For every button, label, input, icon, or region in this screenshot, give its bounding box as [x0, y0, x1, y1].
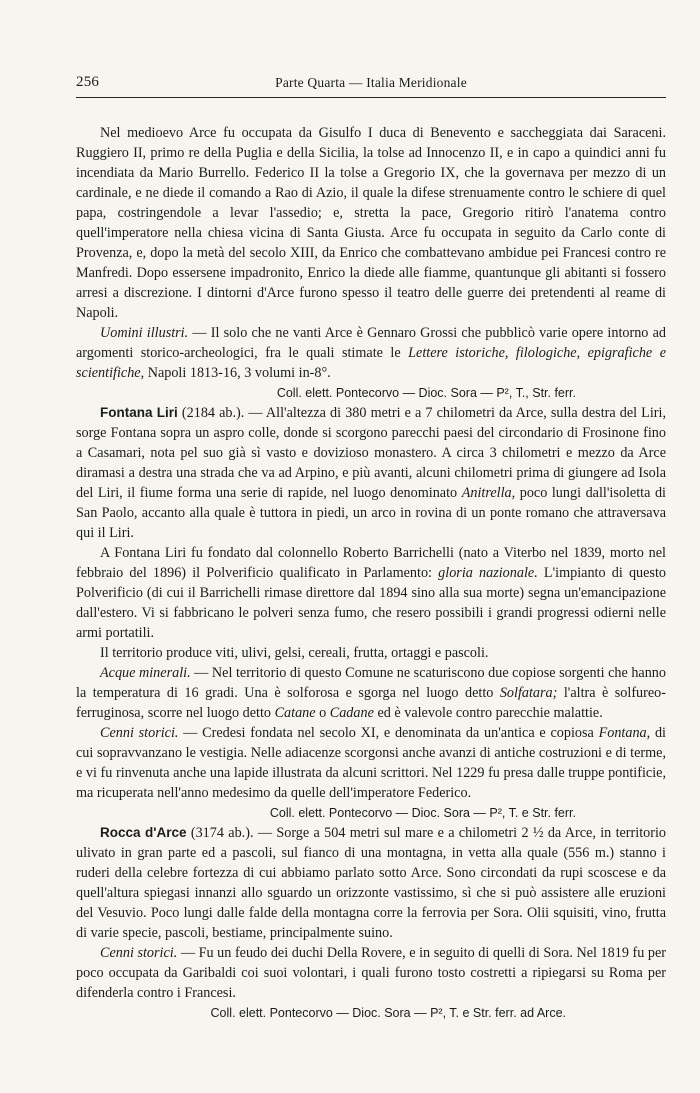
- arce-uomini-paragraph: [76, 323, 666, 383]
- cenni-text-2: di cui sopravvanzano le vestigia. Nelle adiacenze scorgonsi anche avanzi di antiche costruzioni e di terme, e vi fu rinvenuta anche una lapide illustrata da alcuni scrittori. Nel 1229 fu presa dalle truppe pontificie, ma ricuperata nell'anno medesimo da quelle dell'imperatore Federico.: [76, 725, 666, 801]
- rocca-cenni-paragraph: [76, 943, 666, 1003]
- running-title: Parte Quarta — Italia Meridionale: [275, 75, 467, 90]
- fontana-acque-paragraph: [76, 663, 666, 723]
- acque-o: o: [315, 705, 330, 721]
- cadane-name: Cadane: [329, 705, 374, 721]
- arce-history-paragraph: Nel medioevo Arce fu occupata da Gisulfo I duca di Benevento e saccheggiata dai Saraceni. Ruggiero II, primo re della Puglia e della Sicilia, la tolse ad Innocenzo II, e in capo a quindici anni fu incendiata da Mario Burrello. Federico II la tolse a Gregorio IX, che la governava per mezzo di un cardinale, e ne diede il comando a Rao di Azio, il quale la difese strenuamente contro le schiere di quel papa, costringendole a levar l'assedio; e, stretta la pace, Gregorio ritirò l'anatema contro quell'imperatore nella chiesa vicina di Santa Giusta. Arce fu occupata in seguito da Carlo conte di Provenza, e, dopo la metà del secolo XIII, da Enrico che combattevano ambidue pei Francesi contro re Manfredi. Dopo essersene impadronito, Enrico la diede alle fiamme, quantunque gli abitanti si fossero arresi a discrezione. I dintorni d'Arce furono spesso il teatro delle guerre dei pretendenti al reame di Napoli.: [76, 125, 666, 321]
- fontana-italic: Fontana,: [598, 725, 651, 741]
- rocca-darce-entry: [76, 823, 666, 943]
- cenni-storici-label: Cenni storici.: [100, 725, 179, 741]
- fontana-text-2: poco lungi dall'isoletta di San Paolo, accanto alla quale è tuttora in piedi, un arco in rovina di un ponte romano che attraversava qui il Liri.: [76, 485, 666, 541]
- rocca-cenni-storici-label: Cenni storici.: [100, 945, 178, 961]
- uomini-text-2: Napoli 1813-16, 3 volumi in-8°.: [144, 365, 331, 381]
- anitrella-name: Anitrella,: [461, 485, 516, 501]
- main-text: [76, 123, 666, 1023]
- acque-text-2: l'altra è solfureo-ferruginosa, scorre nel luogo detto: [76, 685, 666, 721]
- acque-text-1: — Nel territorio di questo Comune ne scaturiscono due copiose sorgenti che hanno la temperatura di 16 gradi. Una è solforosa e sgorga nel luogo detto: [76, 665, 666, 701]
- acque-text-3: ed è valevole contro parecchie malattie.: [373, 705, 603, 721]
- fontana-liri-entry: [76, 403, 666, 543]
- rocca-text: (3174 ab.). — Sorge a 504 metri sul mare e a chilometri 2 ½ da Arce, in territorio ulivato in gran parte ed a pascoli, sul fianco di una montagna, in vetta alla quale (556 m.) stanno i ruderi della celebre fortezza di cui abbiamo parlato sotto Arce. Sono circondati da rupi scoscese e da quell'altura spiegasi innanzi allo sguardo un orizzonte vastissimo, sì che si può assistere alle eruzioni del Vesuvio. Poco lungi dalle falde della montagna corre la ferrovia per Sora. Olii squisiti, vino, frutta di varie specie, pascoli, bestiame, principalmente suino.: [76, 825, 666, 941]
- rocca-coll-line: Coll. elett. Pontecorvo — Dioc. Sora — P², T. e Str. ferr. ad Arce.: [210, 1006, 566, 1020]
- catane-name: Catane: [274, 705, 316, 721]
- gloria-nazionale: gloria nazionale.: [438, 565, 538, 581]
- page-number: 256: [76, 74, 100, 90]
- fontana-coll-line: Coll. elett. Pontecorvo — Dioc. Sora — P², T. e Str. ferr.: [269, 806, 576, 820]
- solfatara-name: Solfatara;: [499, 685, 558, 701]
- lettere-istoriche-title: Lettere istoriche, filologiche, epigrafiche e scientifiche,: [76, 345, 666, 381]
- fontana-text-1: (2184 ab.). — All'altezza di 380 metri e a 7 chilometri da Arce, sulla destra del Liri, sorge Fontana sopra un aspro colle, donde si scorgono parecchi paesi del circondario di Frosinone fino a Casamari, nota pel suo già sì vasto e dovizioso monastero. A circa 3 chilometri e mezzo da Arce diramasi a destra una strada che va ad Arpino, e più avanti, alcuni chilometri prima di giungere ad Isola del Liri, il fiume forma una serie di rapide, nel luogo denominato: [76, 405, 667, 501]
- header-rule: [76, 97, 666, 98]
- uomini-text-1: — Il solo che ne vanti Arce è Gennaro Grossi che pubblicò varie opere intorno ad argomenti storico-archeologici, fra le quali stimate le: [76, 325, 666, 361]
- fontana-liri-heading: Fontana Liri: [100, 405, 178, 420]
- cenni-text-1: — Credesi fondata nel secolo XI, e denominata da un'antica e copiosa: [178, 725, 599, 741]
- rocca-darce-heading: Rocca d'Arce: [100, 825, 187, 840]
- uomini-illustri-label: Uomini illustri.: [100, 325, 189, 341]
- polverificio-text-1: A Fontana Liri fu fondato dal colonnello Roberto Barrichelli (nato a Viterbo nel 1839, morto nel febbraio del 1896) il Polverificio qualificato in Parlamento:: [76, 545, 666, 581]
- polverificio-text-2: L'impianto di questo Polverificio (di cui il Barrichelli rimase direttore dal 1894 sino alla sua morte) segna un'emancipazione dall'estero. Vi si fabbricano le polveri senza fumo, che resero possibili i grandi progressi odierni nelle armi portatili.: [76, 565, 666, 641]
- arce-coll-line: Coll. elett. Pontecorvo — Dioc. Sora — P², T., Str. ferr.: [276, 386, 576, 400]
- fontana-cenni-paragraph: [76, 723, 666, 803]
- rocca-cenni-text: — Fu un feudo dei duchi Della Rovere, e in seguito di quelli di Sora. Nel 1819 fu per poco occupata da Garibaldi coi suoi volontari, i quali furono tosto costretti a ripiegarsi su Roma per difenderla contro i Francesi.: [76, 945, 667, 1001]
- fontana-territorio-paragraph: Il territorio produce viti, ulivi, gelsi, cereali, frutta, ortaggi e pascoli.: [100, 645, 489, 661]
- fontana-polverificio-paragraph: [76, 543, 666, 643]
- acque-minerali-label: Acque minerali.: [100, 665, 191, 681]
